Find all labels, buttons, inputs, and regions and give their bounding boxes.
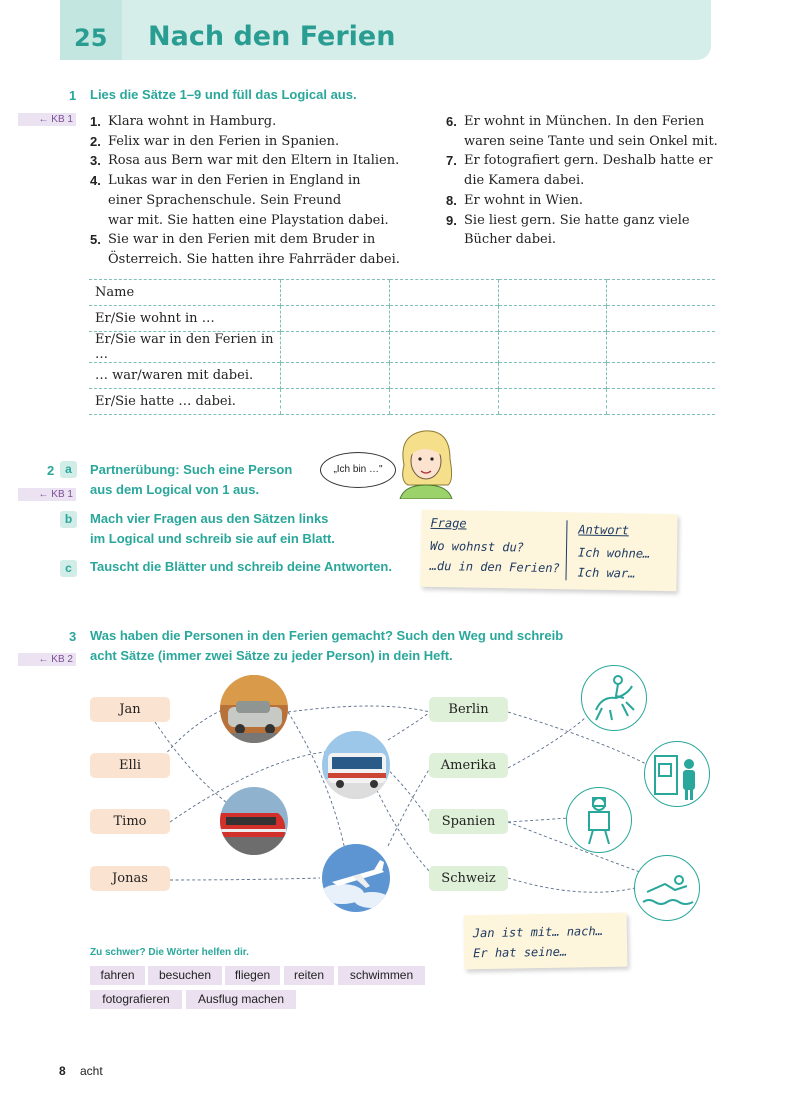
kb-reference-3[interactable]: ← KB 2 (18, 653, 76, 666)
row-label: Er/Sie war in den Ferien in … (89, 332, 280, 363)
antwort-heading: Antwort (578, 522, 630, 538)
page-title: Nach den Ferien (148, 21, 396, 52)
exercise-2-number: 2 (47, 463, 55, 478)
frage-heading: Frage (430, 515, 467, 531)
exercise-3-text: Was haben die Personen in den Ferien gemacht? Such den Weg und schreib acht Sätze (immer zwei Sätze zu jeder Person) in dein Heft. (90, 628, 564, 663)
word-fliegen: fliegen (225, 966, 280, 985)
sentence-starter-note (464, 913, 628, 970)
word-reiten: reiten (284, 966, 334, 985)
exercise-2a-text: Partnerübung: Such eine Person aus dem Logical von 1 aus. (90, 462, 293, 497)
name-jonas: Jonas (90, 866, 170, 891)
place-spanien: Spanien (429, 809, 508, 834)
sentence-3: 3. Rosa aus Bern war mit den Eltern in Italien. (90, 153, 400, 169)
name-jan: Jan (90, 697, 170, 722)
name-timo: Timo (90, 809, 170, 834)
word-besuchen: besuchen (148, 966, 222, 985)
page-word: acht (80, 1064, 103, 1078)
exercise-1-number: 1 (69, 88, 77, 103)
sentence-1: 1. Klara wohnt in Hamburg. (90, 114, 277, 129)
word-fahren: fahren (90, 966, 145, 985)
page-number: 8 (59, 1064, 66, 1078)
name-elli: Elli (90, 753, 170, 778)
plane-photo (322, 844, 390, 912)
note-lines: Jan ist mit… nach… Er hat seine… (472, 923, 604, 961)
exercise-2a-letter: a (60, 461, 77, 478)
unit-number: 25 (74, 24, 108, 52)
frage-lines: Wo wohnst du? …du in den Ferien? (429, 538, 560, 576)
sentence-2: 2. Felix war in den Ferien in Spanien. (90, 133, 340, 149)
row-label: … war/waren mit dabei. (89, 363, 280, 389)
exercise-3-number: 3 (69, 629, 77, 644)
sentence-7: 7. Er fotografiert gern. Deshalb hatte er die Kamera dabei. (446, 153, 713, 189)
exercise-2b-text: Mach vier Fragen aus den Sätzen links im Logical und schreib sie auf ein Blatt. (90, 511, 335, 546)
row-label: Er/Sie wohnt in … (89, 306, 280, 332)
car-photo (220, 675, 288, 743)
row-label: Name (89, 280, 280, 306)
word-schwimmen: schwimmen (338, 966, 425, 985)
sentence-5: 5. Sie war in den Ferien mit dem Bruder in Österreich. Sie hatten ihre Fahrräder dabei. (90, 232, 400, 267)
sentence-6: 6. Er wohnt in München. In den Ferien waren seine Tante und sein Onkel mit. (446, 114, 718, 149)
kb-reference-1[interactable]: ← KB 1 (18, 113, 76, 126)
swimming-icon (634, 855, 700, 921)
kb-reference-2[interactable]: ← KB 1 (18, 488, 76, 501)
word-fotografieren: fotografieren (90, 990, 182, 1009)
row-label: Er/Sie hatte … dabei. (89, 389, 280, 415)
word-ausflug-machen: Ausflug machen (186, 990, 296, 1009)
place-amerika: Amerika (429, 753, 508, 778)
exercise-2c-letter: c (60, 560, 77, 577)
antwort-lines: Ich wohne… Ich war… (577, 545, 651, 581)
exercise-2c-text: Tauscht die Blätter und schreib deine Antworten. (90, 559, 392, 574)
help-label: Zu schwer? Die Wörter helfen dir. (90, 947, 249, 958)
sentence-9: 9. Sie liest gern. Sie hatte ganz viele Bücher dabei. (446, 212, 690, 248)
exercise-1-title: Lies die Sätze 1–9 und füll das Logical aus. (90, 87, 357, 102)
speech-bubble: „Ich bin …" (320, 452, 396, 488)
riding-icon (581, 665, 647, 731)
bus-photo (322, 731, 390, 799)
sentence-8: 8. Er wohnt in Wien. (446, 192, 584, 208)
exercise-2b-letter: b (60, 511, 77, 528)
sentence-4: 4. Lukas war in den Ferien in England in einer Sprachenschule. Sein Freund war mit. Sie hatten eine Playstation dabei. (90, 173, 389, 228)
visiting-icon (644, 741, 710, 807)
photographing-icon (566, 787, 632, 853)
train-photo (220, 787, 288, 855)
place-schweiz: Schweiz (429, 866, 508, 891)
place-berlin: Berlin (429, 697, 508, 722)
